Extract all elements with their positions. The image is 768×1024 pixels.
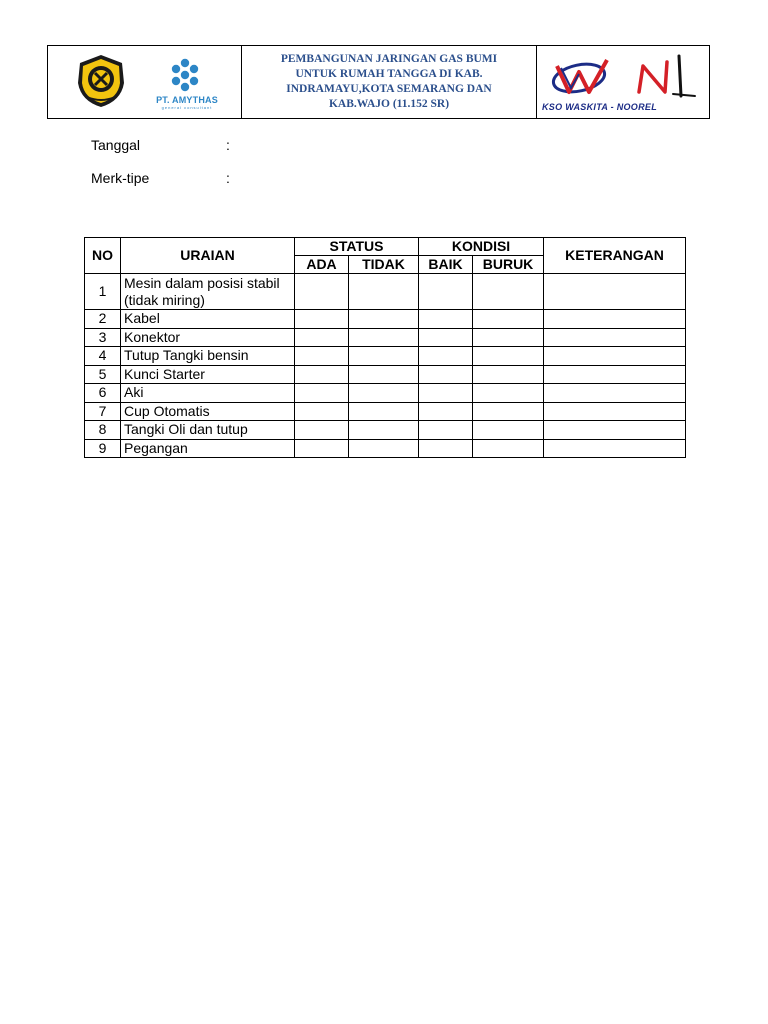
cell-tidak[interactable] <box>349 347 419 366</box>
date-separator: : <box>226 137 230 153</box>
row-item: Pegangan <box>121 439 295 458</box>
cell-baik[interactable] <box>419 439 473 458</box>
cell-ada[interactable] <box>295 347 349 366</box>
header-tidak: TIDAK <box>349 256 419 274</box>
table-row <box>85 384 686 403</box>
project-title: PEMBANGUNAN JARINGAN GAS BUMI UNTUK RUMAH TANGGA DI KAB. INDRAMAYU,KOTA SEMARANG DAN KAB.WAJO (11.152 SR) <box>280 53 498 110</box>
cell-buruk[interactable] <box>473 439 544 458</box>
brand-type-label: Merk-tipe <box>91 170 150 186</box>
header-no: NO <box>85 238 121 274</box>
cell-ada[interactable] <box>295 328 349 347</box>
cell-buruk[interactable] <box>473 274 544 310</box>
cell-buruk[interactable] <box>473 384 544 403</box>
consultant-name: PT. AMYTHAS <box>156 95 218 105</box>
row-number: 8 <box>85 421 121 440</box>
row-item: Kunci Starter <box>121 365 295 384</box>
cell-ada[interactable] <box>295 274 349 310</box>
cell-baik[interactable] <box>419 347 473 366</box>
header-ada: ADA <box>295 256 349 274</box>
cell-buruk[interactable] <box>473 402 544 421</box>
cell-tidak[interactable] <box>349 384 419 403</box>
row-number: 3 <box>85 328 121 347</box>
cell-keterangan[interactable] <box>544 274 686 310</box>
kso-logo-cell <box>537 46 709 118</box>
document-header <box>47 45 710 119</box>
cell-baik[interactable] <box>419 384 473 403</box>
cell-baik[interactable] <box>419 310 473 329</box>
cell-keterangan[interactable] <box>544 347 686 366</box>
row-item: Mesin dalam posisi stabil (tidak miring) <box>121 274 295 310</box>
cell-keterangan[interactable] <box>544 384 686 403</box>
cell-baik[interactable] <box>419 365 473 384</box>
logos-cell <box>48 46 242 118</box>
date-field <box>91 137 230 153</box>
row-number: 1 <box>85 274 121 310</box>
row-item: Konektor <box>121 328 295 347</box>
cell-buruk[interactable] <box>473 328 544 347</box>
row-number: 2 <box>85 310 121 329</box>
table-row <box>85 274 686 310</box>
header-keterangan: KETERANGAN <box>544 238 686 274</box>
cell-tidak[interactable] <box>349 402 419 421</box>
cell-keterangan[interactable] <box>544 310 686 329</box>
header-baik: BAIK <box>419 256 473 274</box>
cell-buruk[interactable] <box>473 421 544 440</box>
brand-type-separator: : <box>226 170 230 186</box>
date-label: Tanggal <box>91 137 141 153</box>
cell-baik[interactable] <box>419 328 473 347</box>
cell-ada[interactable] <box>295 310 349 329</box>
cell-baik[interactable] <box>419 274 473 310</box>
cell-tidak[interactable] <box>349 328 419 347</box>
table-row <box>85 439 686 458</box>
cell-tidak[interactable] <box>349 439 419 458</box>
table-row <box>85 421 686 440</box>
cell-baik[interactable] <box>419 421 473 440</box>
cell-buruk[interactable] <box>473 310 544 329</box>
row-item: Tutup Tangki bensin <box>121 347 295 366</box>
inspection-table <box>84 237 686 458</box>
row-item: Aki <box>121 384 295 403</box>
table-row <box>85 310 686 329</box>
cell-buruk[interactable] <box>473 365 544 384</box>
cell-ada[interactable] <box>295 439 349 458</box>
title-cell <box>242 46 537 118</box>
row-item: Kabel <box>121 310 295 329</box>
cell-keterangan[interactable] <box>544 365 686 384</box>
row-number: 4 <box>85 347 121 366</box>
table-header-row <box>85 238 686 256</box>
header-status: STATUS <box>295 238 419 256</box>
cell-tidak[interactable] <box>349 421 419 440</box>
table-row <box>85 347 686 366</box>
amythas-logo-mark <box>167 58 203 94</box>
cell-tidak[interactable] <box>349 365 419 384</box>
cell-baik[interactable] <box>419 402 473 421</box>
esdm-emblem-logo <box>75 53 127 109</box>
table-row <box>85 402 686 421</box>
header-buruk: BURUK <box>473 256 544 274</box>
cell-keterangan[interactable] <box>544 328 686 347</box>
kso-waskita-noorel-logo <box>547 52 707 102</box>
row-item: Cup Otomatis <box>121 402 295 421</box>
header-uraian: URAIAN <box>121 238 295 274</box>
cell-keterangan[interactable] <box>544 439 686 458</box>
row-number: 9 <box>85 439 121 458</box>
row-number: 6 <box>85 384 121 403</box>
cell-ada[interactable] <box>295 421 349 440</box>
cell-buruk[interactable] <box>473 347 544 366</box>
table-row <box>85 328 686 347</box>
cell-keterangan[interactable] <box>544 402 686 421</box>
table-row <box>85 365 686 384</box>
cell-ada[interactable] <box>295 402 349 421</box>
cell-keterangan[interactable] <box>544 421 686 440</box>
header-kondisi: KONDISI <box>419 238 544 256</box>
cell-ada[interactable] <box>295 384 349 403</box>
cell-tidak[interactable] <box>349 274 419 310</box>
brand-type-field <box>91 170 230 186</box>
row-number: 5 <box>85 365 121 384</box>
contractor-name: KSO WASKITA - NOOREL <box>542 102 657 112</box>
cell-tidak[interactable] <box>349 310 419 329</box>
row-number: 7 <box>85 402 121 421</box>
consultant-tagline: general consultant <box>161 105 213 110</box>
cell-ada[interactable] <box>295 365 349 384</box>
row-item: Tangki Oli dan tutup <box>121 421 295 440</box>
